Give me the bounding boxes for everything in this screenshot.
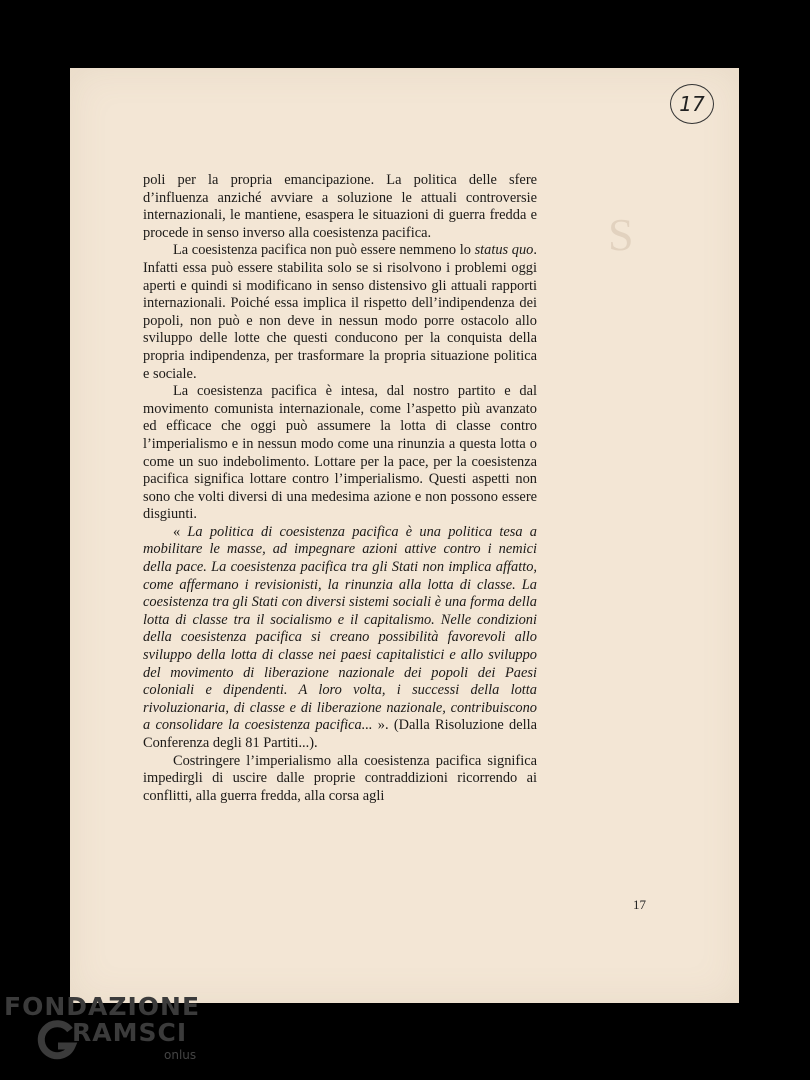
quote-source: ». (Dalla Risoluzione della Conferenza degli 81 Partiti...).	[143, 717, 537, 751]
handwritten-page-number: 17	[670, 84, 714, 124]
paragraph-3: La coesistenza pacifica è intesa, dal nostro partito e dal movimento comunista internazionale, come l’aspetto più avanzato ed efficace che oggi può assumere la lotta di classe contro l’imperialismo e in nessun modo come una rinunzia a questa lotta o come un suo indebolimento. Lottare per la pace, per la coesistenza pacifica significa lottare contro l’imperialismo. Questi aspetti non sono che volti diversi di una medesima azione e non possono essere disgiunti.	[143, 383, 537, 523]
fondazione-gramsci-logo	[4, 992, 204, 1072]
logo-onlus: onlus	[164, 1048, 197, 1062]
paragraph-2-text-a: La coesistenza pacifica non può essere nemmeno lo	[173, 242, 475, 259]
paragraph-2	[143, 242, 537, 383]
page-number: 17	[633, 897, 646, 912]
body-text	[143, 172, 537, 805]
paragraph-5: Costringere l’imperialismo alla coesistenza pacifica significa impedirgli di uscire dalle proprie contraddizioni ricorrendo ai conflitti, alla guerra fredda, alla corsa agli	[143, 752, 537, 804]
quote-open: «	[173, 523, 188, 540]
paragraph-2-text-b: . Infatti essa può essere stabilita solo se si risolvono i problemi oggi aperti e quindi si modificano in senso distensivo gli attuali rapporti internazionali. Poiché essa implica il rispetto dell’indipendenza dei popoli, non può e non deve in nessun modo porre ostacolo allo sviluppo delle lotte che questi conducono per la conquista della propria indipendenza, per trasformare la propria situazione politica e sociale.	[143, 242, 537, 382]
logo-line2: RAMSCI	[72, 1018, 188, 1047]
logo-line1: FONDAZIONE	[4, 992, 201, 1021]
paragraph-1: poli per la propria emancipazione. La politica delle sfere d’influenza anziché avviare a soluzione le attuali controversie internazionali, le mantiene, esaspera le situazioni di guerra fredda e procede in senso inverso alla coesistenza pacifica.	[143, 172, 537, 241]
status-quo-italic: status quo	[474, 242, 534, 259]
quote-text: La politica di coesistenza pacifica è una politica tesa a mobilitare le masse, ad impegnare azioni attive contro i nemici della pace. La coesistenza pacifica tra gli Stati non implica affatto, come affermano i revisionisti, la rinunzia alla lotta di classe. La coesistenza tra gli Stati con diversi sistemi sociali è una forma della lotta di classe tra il socialismo e il capitalismo. Nelle condizioni della coesistenza pacifica si creano possibilità favorevoli allo sviluppo della lotta di classe nei paesi capitalistici e allo sviluppo del movimento di liberazione nazionale dei popoli dei Paesi coloniali e dipendenti. A loro volta, i successi della lotta rivoluzionaria, di classe e di liberazione nazionale, contribuiscono a consolidare la coesistenza pacifica...	[143, 523, 537, 734]
quotation	[143, 524, 537, 753]
bleed-through-text: S	[608, 209, 634, 260]
